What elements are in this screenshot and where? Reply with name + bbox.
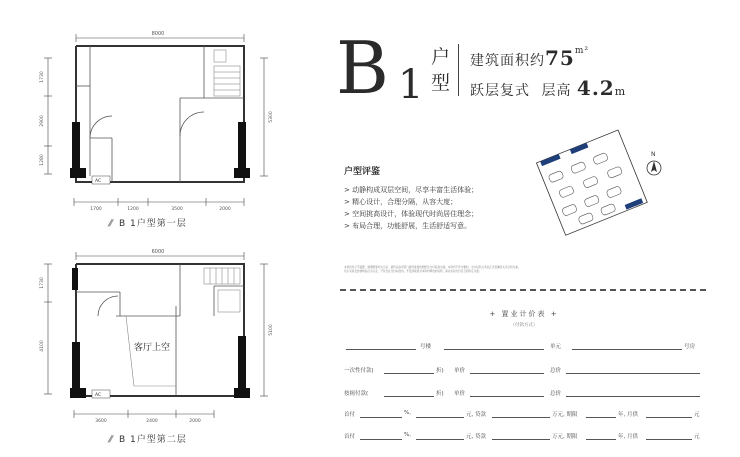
yuan-label: 元 bbox=[694, 434, 700, 440]
staircase bbox=[214, 50, 240, 96]
dim-left: 1730 bbox=[40, 71, 45, 83]
floor-plan-second bbox=[28, 246, 280, 428]
down-payment-label: 首付 bbox=[344, 412, 356, 418]
dashed-divider bbox=[340, 289, 706, 291]
monthly-input[interactable] bbox=[646, 439, 692, 440]
site-plan bbox=[528, 116, 652, 240]
term-label: 万元, 期限 bbox=[552, 412, 578, 418]
height-label: 层高 bbox=[541, 83, 572, 99]
height-value: 4.2 bbox=[576, 76, 615, 100]
down-payment-amount-input[interactable] bbox=[416, 439, 464, 440]
staircase bbox=[204, 268, 240, 312]
walls bbox=[76, 46, 244, 182]
price-table-subtitle: （付款方式） bbox=[510, 323, 538, 328]
area-spec bbox=[470, 46, 589, 70]
full-payment-discount-input[interactable] bbox=[384, 373, 434, 374]
room-input[interactable] bbox=[572, 349, 682, 350]
loan-amount-input[interactable] bbox=[492, 417, 550, 418]
review-item: > 动静构成双层空间，尽享丰富生活体验； bbox=[344, 186, 479, 194]
dim-right: 5100 bbox=[269, 324, 274, 336]
price-row-down-payment-2 bbox=[344, 432, 704, 440]
dim-bottom: 1700 bbox=[90, 207, 102, 212]
total-price-label: 总价 bbox=[550, 391, 562, 397]
total-price-label: 总价 bbox=[550, 368, 562, 374]
dim-left: 1730 bbox=[40, 277, 45, 289]
loan-label: 元, 贷款 bbox=[466, 434, 486, 440]
term-input[interactable] bbox=[586, 439, 616, 440]
ac-label: AC bbox=[95, 179, 102, 184]
dim-bottom: 2000 bbox=[189, 419, 201, 424]
unit-input[interactable] bbox=[444, 349, 544, 350]
total-price-input[interactable] bbox=[566, 373, 700, 374]
dim-bottom: 3500 bbox=[171, 207, 183, 212]
review-item: > 布局合理，功能舒展，生活舒适写意。 bbox=[344, 222, 472, 230]
ac-label: AC bbox=[95, 393, 102, 398]
unit-xing: 型 bbox=[431, 72, 451, 94]
dim-left: 1280 bbox=[40, 154, 45, 166]
interior-walls bbox=[76, 46, 244, 182]
compass-north: N bbox=[651, 151, 656, 158]
area-unit: m² bbox=[574, 46, 589, 56]
floor-plan-first bbox=[28, 26, 280, 214]
dim-top: 8000 bbox=[151, 31, 165, 37]
yuan-label: 元 bbox=[694, 412, 700, 418]
area-label: 建筑面积约 bbox=[470, 53, 545, 69]
dim-bottom: 2400 bbox=[146, 419, 158, 424]
unit-price-label: 单价 bbox=[454, 391, 466, 397]
price-row-full-payment bbox=[344, 366, 704, 374]
dim-top: 6000 bbox=[151, 249, 165, 255]
type-label: 跃层复式 bbox=[470, 83, 530, 99]
loan-label: 元, 贷款 bbox=[466, 412, 486, 418]
plan2-caption bbox=[108, 432, 187, 445]
down-payment-percent-input[interactable] bbox=[360, 417, 402, 418]
discount-suffix: 折) bbox=[436, 391, 444, 397]
down-payment-percent-input[interactable] bbox=[360, 439, 402, 440]
percent-label: %, bbox=[404, 432, 411, 438]
term-label: 万元, 期限 bbox=[552, 434, 578, 440]
review-title: 户型评鉴 bbox=[344, 167, 381, 177]
unit-price-label: 单价 bbox=[454, 368, 466, 374]
disclaimer-line: 所示家具及装饰物品仅为示意，不包含在交付标准内。开发商保留对本资料修改的权利，请以实际交付及合同约定为准。 bbox=[344, 270, 482, 273]
dim-bottom: 1200 bbox=[127, 207, 139, 212]
windows bbox=[70, 122, 250, 178]
price-row-mortgage bbox=[344, 389, 704, 397]
dim-bottom: 3600 bbox=[95, 419, 107, 424]
dim-left: 4100 bbox=[40, 340, 45, 352]
windows bbox=[70, 268, 250, 398]
unit-letter: B bbox=[336, 26, 389, 110]
monthly-input[interactable] bbox=[646, 417, 692, 418]
percent-label: %, bbox=[404, 410, 411, 416]
unit-hu: 户 bbox=[431, 46, 451, 68]
down-payment-label: 首付 bbox=[344, 434, 356, 440]
loan-amount-input[interactable] bbox=[492, 439, 550, 440]
review-list bbox=[344, 184, 478, 232]
dim-left: 2900 bbox=[40, 115, 45, 127]
price-table-title: + 置业计价表 + bbox=[489, 310, 559, 318]
disclaimer-line: 本资料所示平面图、效果图等均为示意，最终以政府部门最终批准的图纸及交付标准为准。本资料不作为要约，双方权利义务以正式签署的买卖合同为准。 bbox=[344, 266, 521, 269]
type-spec bbox=[470, 76, 626, 100]
mortgage-discount-input[interactable] bbox=[384, 396, 434, 397]
plan2-caption-text: B 1户型第二层 bbox=[119, 435, 187, 445]
unit-number: 1 bbox=[398, 62, 424, 108]
unit-price-input[interactable] bbox=[470, 373, 544, 374]
disclaimer bbox=[344, 266, 704, 274]
price-row-down-payment bbox=[344, 410, 704, 418]
plan1-caption bbox=[108, 216, 187, 229]
discount-suffix: 折) bbox=[436, 368, 444, 374]
term-input[interactable] bbox=[586, 417, 616, 418]
plan1-caption-text: B 1户型第一层 bbox=[119, 219, 187, 229]
review-item: > 精心设计，合理分隔，从容大度； bbox=[344, 198, 458, 206]
header-divider bbox=[458, 44, 459, 96]
total-price-input[interactable] bbox=[566, 396, 700, 397]
building-input[interactable] bbox=[346, 349, 416, 350]
unit-label: 单元 bbox=[550, 344, 562, 350]
height-unit: m bbox=[614, 85, 627, 98]
room-label: 客厅上空 bbox=[133, 343, 171, 353]
down-payment-amount-input[interactable] bbox=[416, 417, 464, 418]
price-row-building bbox=[344, 342, 704, 350]
full-payment-label: 一次性付款( bbox=[344, 368, 374, 374]
monthly-label: 年, 月供 bbox=[618, 412, 638, 418]
monthly-label: 年, 月供 bbox=[618, 434, 638, 440]
dim-bottom: 2000 bbox=[219, 207, 231, 212]
room-label: 号房 bbox=[684, 344, 696, 350]
unit-price-input[interactable] bbox=[470, 396, 544, 397]
dim-right: 5300 bbox=[269, 111, 274, 123]
area-value: 75 bbox=[545, 46, 575, 70]
slash-icon: ⫽ bbox=[108, 219, 114, 229]
review-item: > 空间挑高设计，体验现代时尚居住理念； bbox=[344, 210, 479, 218]
slash-icon: ⫽ bbox=[108, 435, 114, 445]
building-label: 号楼 bbox=[420, 344, 432, 350]
mortgage-label: 按揭付款( bbox=[344, 391, 369, 397]
